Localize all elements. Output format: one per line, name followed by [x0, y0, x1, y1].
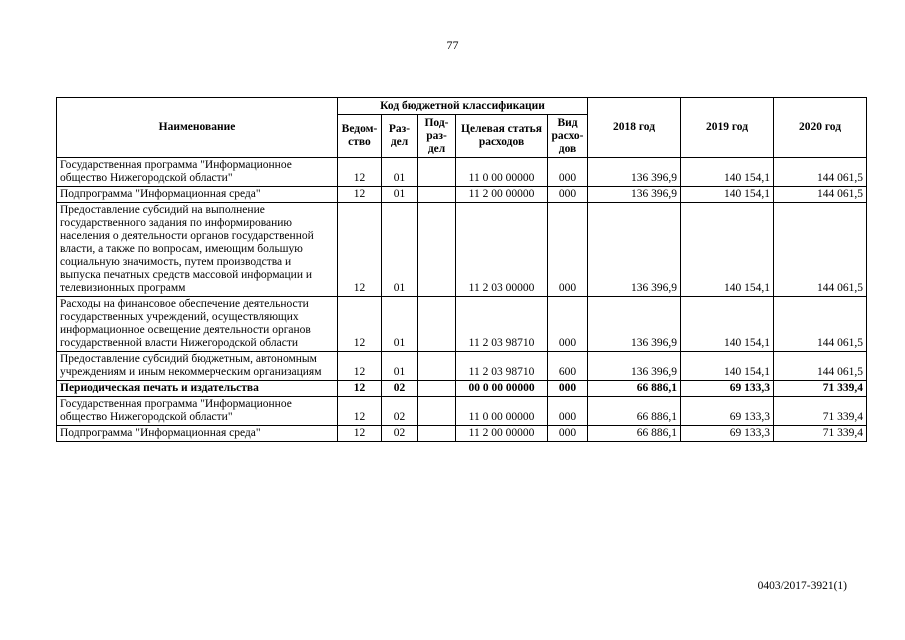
cell-2018: 136 396,9 — [588, 158, 681, 187]
cell-2020: 71 339,4 — [774, 381, 867, 397]
cell-vid: 000 — [548, 426, 588, 442]
table-row — [57, 158, 867, 187]
cell-2020: 144 061,5 — [774, 203, 867, 297]
cell-podrazdel — [418, 187, 456, 203]
budget-table — [56, 97, 867, 442]
cell-2018: 136 396,9 — [588, 297, 681, 352]
cell-vedomstvo: 12 — [338, 352, 382, 381]
cell-2019: 69 133,3 — [681, 397, 774, 426]
cell-razdel: 01 — [382, 158, 418, 187]
header-2018: 2018 год — [588, 98, 681, 158]
header-tselevaya: Целевая статья расходов — [456, 115, 548, 158]
cell-2020: 71 339,4 — [774, 397, 867, 426]
cell-name: Подпрограмма "Информационная среда" — [57, 187, 338, 203]
cell-2020: 144 061,5 — [774, 352, 867, 381]
cell-2019: 140 154,1 — [681, 203, 774, 297]
table-row — [57, 381, 867, 397]
page-number: 77 — [446, 38, 459, 52]
cell-vedomstvo: 12 — [338, 426, 382, 442]
cell-vedomstvo: 12 — [338, 381, 382, 397]
header-code-group: Код бюджетной классификации — [338, 98, 588, 115]
document-code: 0403/2017-3921(1) — [757, 580, 847, 592]
header-podrazdel: Под-раз-дел — [418, 115, 456, 158]
cell-name: Подпрограмма "Информационная среда" — [57, 426, 338, 442]
cell-razdel: 01 — [382, 352, 418, 381]
cell-tselevaya: 11 0 00 00000 — [456, 397, 548, 426]
table-row — [57, 397, 867, 426]
table-row — [57, 426, 867, 442]
cell-razdel: 02 — [382, 426, 418, 442]
cell-name: Периодическая печать и издательства — [57, 381, 338, 397]
cell-razdel: 01 — [382, 187, 418, 203]
cell-vid: 000 — [548, 203, 588, 297]
cell-tselevaya: 00 0 00 00000 — [456, 381, 548, 397]
cell-2019: 140 154,1 — [681, 297, 774, 352]
cell-vid: 000 — [548, 187, 588, 203]
cell-tselevaya: 11 2 03 98710 — [456, 352, 548, 381]
cell-2018: 136 396,9 — [588, 352, 681, 381]
cell-vid: 000 — [548, 381, 588, 397]
cell-2019: 69 133,3 — [681, 426, 774, 442]
cell-podrazdel — [418, 297, 456, 352]
cell-2020: 144 061,5 — [774, 158, 867, 187]
cell-2020: 144 061,5 — [774, 187, 867, 203]
cell-2020: 71 339,4 — [774, 426, 867, 442]
header-name: Наименование — [57, 98, 338, 158]
cell-tselevaya: 11 2 03 00000 — [456, 203, 548, 297]
header-razdel: Раз-дел — [382, 115, 418, 158]
cell-2019: 69 133,3 — [681, 381, 774, 397]
table-row — [57, 297, 867, 352]
cell-2018: 66 886,1 — [588, 381, 681, 397]
header-2020: 2020 год — [774, 98, 867, 158]
cell-vedomstvo: 12 — [338, 297, 382, 352]
cell-name: Расходы на финансовое обеспечение деятельности государственных учреждений, осуществляющих информационное освещение деятельности органов государственной власти Нижегородской области — [57, 297, 338, 352]
cell-2019: 140 154,1 — [681, 158, 774, 187]
cell-2018: 66 886,1 — [588, 426, 681, 442]
cell-vid: 000 — [548, 158, 588, 187]
cell-name: Предоставление субсидий на выполнение государственного задания по информированию населения о деятельности органов государственной власти, а также по вопросам, имеющим большую социальную значимость, путем производства и выпуска печатных средств массовой информации и телевизионных программ — [57, 203, 338, 297]
cell-podrazdel — [418, 352, 456, 381]
cell-podrazdel — [418, 426, 456, 442]
cell-vid: 000 — [548, 397, 588, 426]
cell-tselevaya: 11 2 00 00000 — [456, 187, 548, 203]
table-body — [57, 158, 867, 442]
cell-vedomstvo: 12 — [338, 158, 382, 187]
header-row-1 — [57, 98, 867, 115]
table-row — [57, 352, 867, 381]
table-row — [57, 187, 867, 203]
cell-vid: 600 — [548, 352, 588, 381]
cell-razdel: 01 — [382, 297, 418, 352]
cell-vedomstvo: 12 — [338, 203, 382, 297]
cell-podrazdel — [418, 203, 456, 297]
cell-podrazdel — [418, 397, 456, 426]
cell-razdel: 02 — [382, 397, 418, 426]
cell-2020: 144 061,5 — [774, 297, 867, 352]
cell-podrazdel — [418, 158, 456, 187]
cell-tselevaya: 11 0 00 00000 — [456, 158, 548, 187]
header-vedomstvo: Ведом-ство — [338, 115, 382, 158]
cell-vid: 000 — [548, 297, 588, 352]
cell-vedomstvo: 12 — [338, 397, 382, 426]
table-row — [57, 203, 867, 297]
cell-2018: 136 396,9 — [588, 203, 681, 297]
cell-2019: 140 154,1 — [681, 187, 774, 203]
header-2019: 2019 год — [681, 98, 774, 158]
cell-2018: 66 886,1 — [588, 397, 681, 426]
cell-razdel: 02 — [382, 381, 418, 397]
cell-tselevaya: 11 2 03 98710 — [456, 297, 548, 352]
cell-podrazdel — [418, 381, 456, 397]
header-vid: Вид расхо-дов — [548, 115, 588, 158]
cell-vedomstvo: 12 — [338, 187, 382, 203]
cell-2018: 136 396,9 — [588, 187, 681, 203]
cell-razdel: 01 — [382, 203, 418, 297]
cell-name: Предоставление субсидий бюджетным, автономным учреждениям и иным некоммерческим организациям — [57, 352, 338, 381]
cell-name: Государственная программа "Информационное общество Нижегородской области" — [57, 158, 338, 187]
cell-2019: 140 154,1 — [681, 352, 774, 381]
cell-tselevaya: 11 2 00 00000 — [456, 426, 548, 442]
cell-name: Государственная программа "Информационное общество Нижегородской области" — [57, 397, 338, 426]
